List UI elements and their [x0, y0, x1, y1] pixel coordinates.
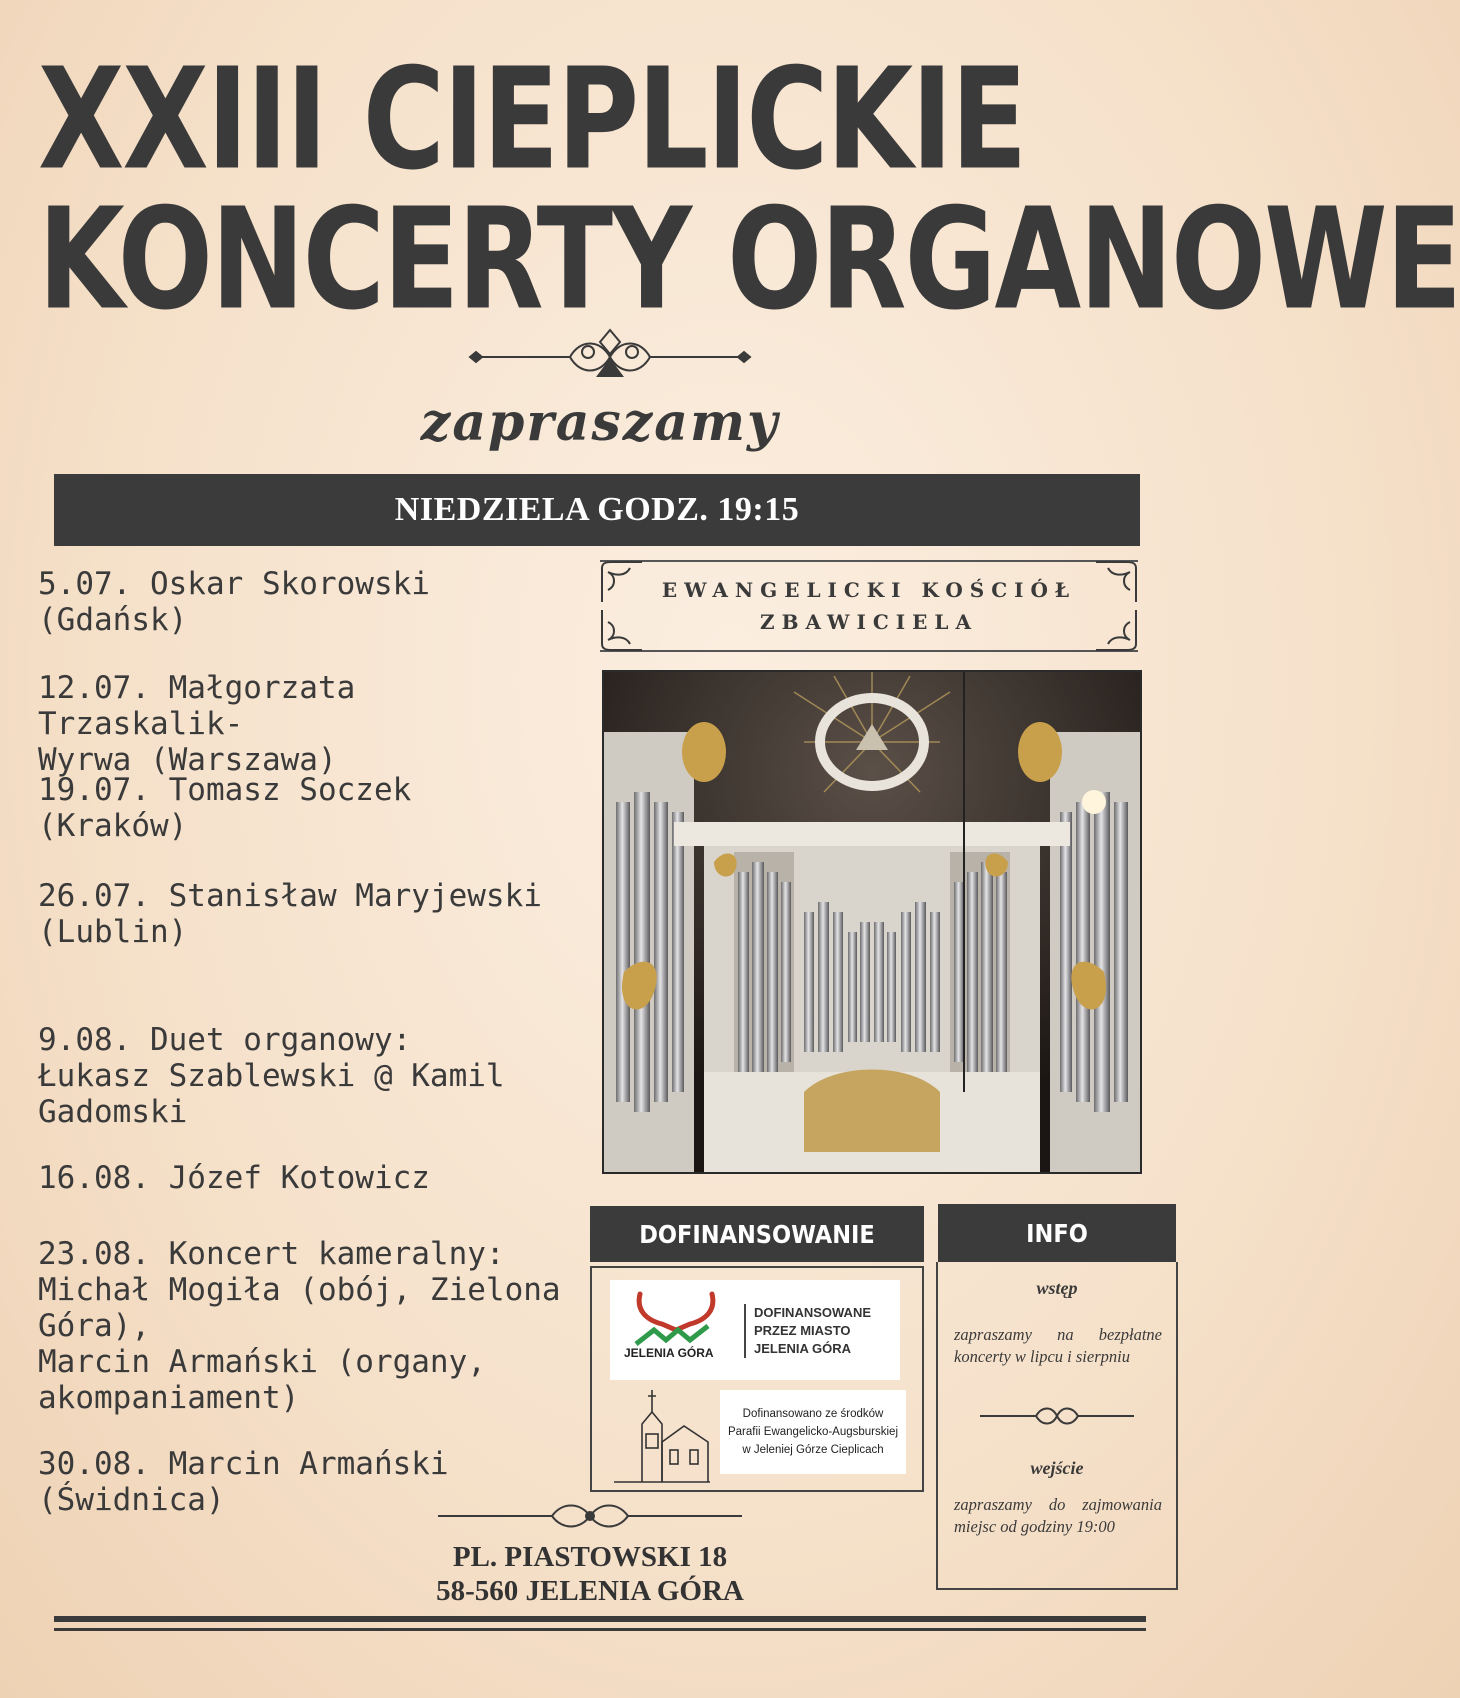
flourish-divider-small [976, 1404, 1138, 1428]
concert-entry: 23.08. Koncert kameralny: Michał Mogiła (obój, Zielona Góra), Marcin Armański (organy, akompaniament) [38, 1236, 561, 1416]
info-header: INFO [938, 1204, 1176, 1262]
invitation-word: zapraszamy [420, 392, 780, 453]
parish-note-text: Dofinansowano ze środków Parafii Ewangelicko-Augsburskiej w Jeleniej Górze Cieplicach [727, 1408, 899, 1456]
poster-title-line-1: XXIII CIEPLICKIE [38, 38, 1026, 202]
city-note-line: DOFINANSOWANE [754, 1305, 871, 1320]
jelenia-gora-logo [610, 1280, 900, 1380]
city-note-line: PRZEZ MIASTO [754, 1323, 851, 1338]
concert-entry: 5.07. Oskar Skorowski (Gdańsk) [38, 566, 430, 638]
concert-entry: 9.08. Duet organowy: Łukasz Szablewski @ Kamil Gadomski [38, 1022, 505, 1130]
concert-entry: 26.07. Stanisław Maryjewski (Lublin) [38, 878, 542, 950]
info-box [936, 1262, 1178, 1590]
bottom-rule-thick [54, 1616, 1146, 1622]
address [380, 1540, 800, 1608]
church-drawing-icon [612, 1384, 712, 1484]
concert-entry: 30.08. Marcin Armański (Świdnica) [38, 1446, 449, 1518]
flourish-divider-top [460, 322, 760, 392]
admission-heading: wejście [1030, 1458, 1084, 1478]
poster-title-line-2: KONCERTY ORGANOWE [38, 178, 1460, 342]
bottom-rule-thin [54, 1628, 1146, 1631]
city-funding-note [744, 1304, 871, 1358]
venue-line-2: ZBAWICIELA [760, 610, 978, 634]
city-note-line: JELENIA GÓRA [754, 1341, 852, 1356]
schedule-banner: NIEDZIELA GODZ. 19:15 [54, 474, 1140, 546]
corner-flourish-icon [600, 608, 644, 652]
city-logo-text: JELENIA GÓRA [624, 1346, 714, 1360]
address-city: 58-560 JELENIA GÓRA [436, 1575, 744, 1607]
address-street: PL. PIASTOWSKI 18 [452, 1541, 728, 1573]
antlers-mountains-icon [626, 1290, 726, 1346]
concert-entry: 16.08. Józef Kotowicz [38, 1160, 430, 1196]
flourish-divider-bottom [432, 1496, 748, 1536]
entry-text: zapraszamy na bezpłatne koncerty w lipcu i sierpniu [954, 1325, 1162, 1366]
corner-flourish-icon [1094, 608, 1138, 652]
venue-line-1: EWANGELICKI KOŚCIÓŁ [661, 578, 1077, 602]
entry-heading: wstęp [1036, 1278, 1078, 1298]
concert-entry: 12.07. Małgorzata Trzaskalik- Wyrwa (Warszawa) [38, 670, 356, 778]
parish-funding-note [720, 1390, 906, 1474]
concert-entry: 19.07. Tomasz Soczek (Kraków) [38, 772, 412, 844]
sponsor-box [590, 1266, 924, 1492]
organ-photo [602, 670, 1142, 1174]
sponsor-header: DOFINANSOWANIE [590, 1206, 924, 1262]
corner-flourish-icon [1094, 560, 1138, 604]
corner-flourish-icon [600, 560, 644, 604]
admission-text: zapraszamy do zajmowania miejsc od godziny 19:00 [954, 1495, 1162, 1536]
venue-label [600, 560, 1138, 652]
